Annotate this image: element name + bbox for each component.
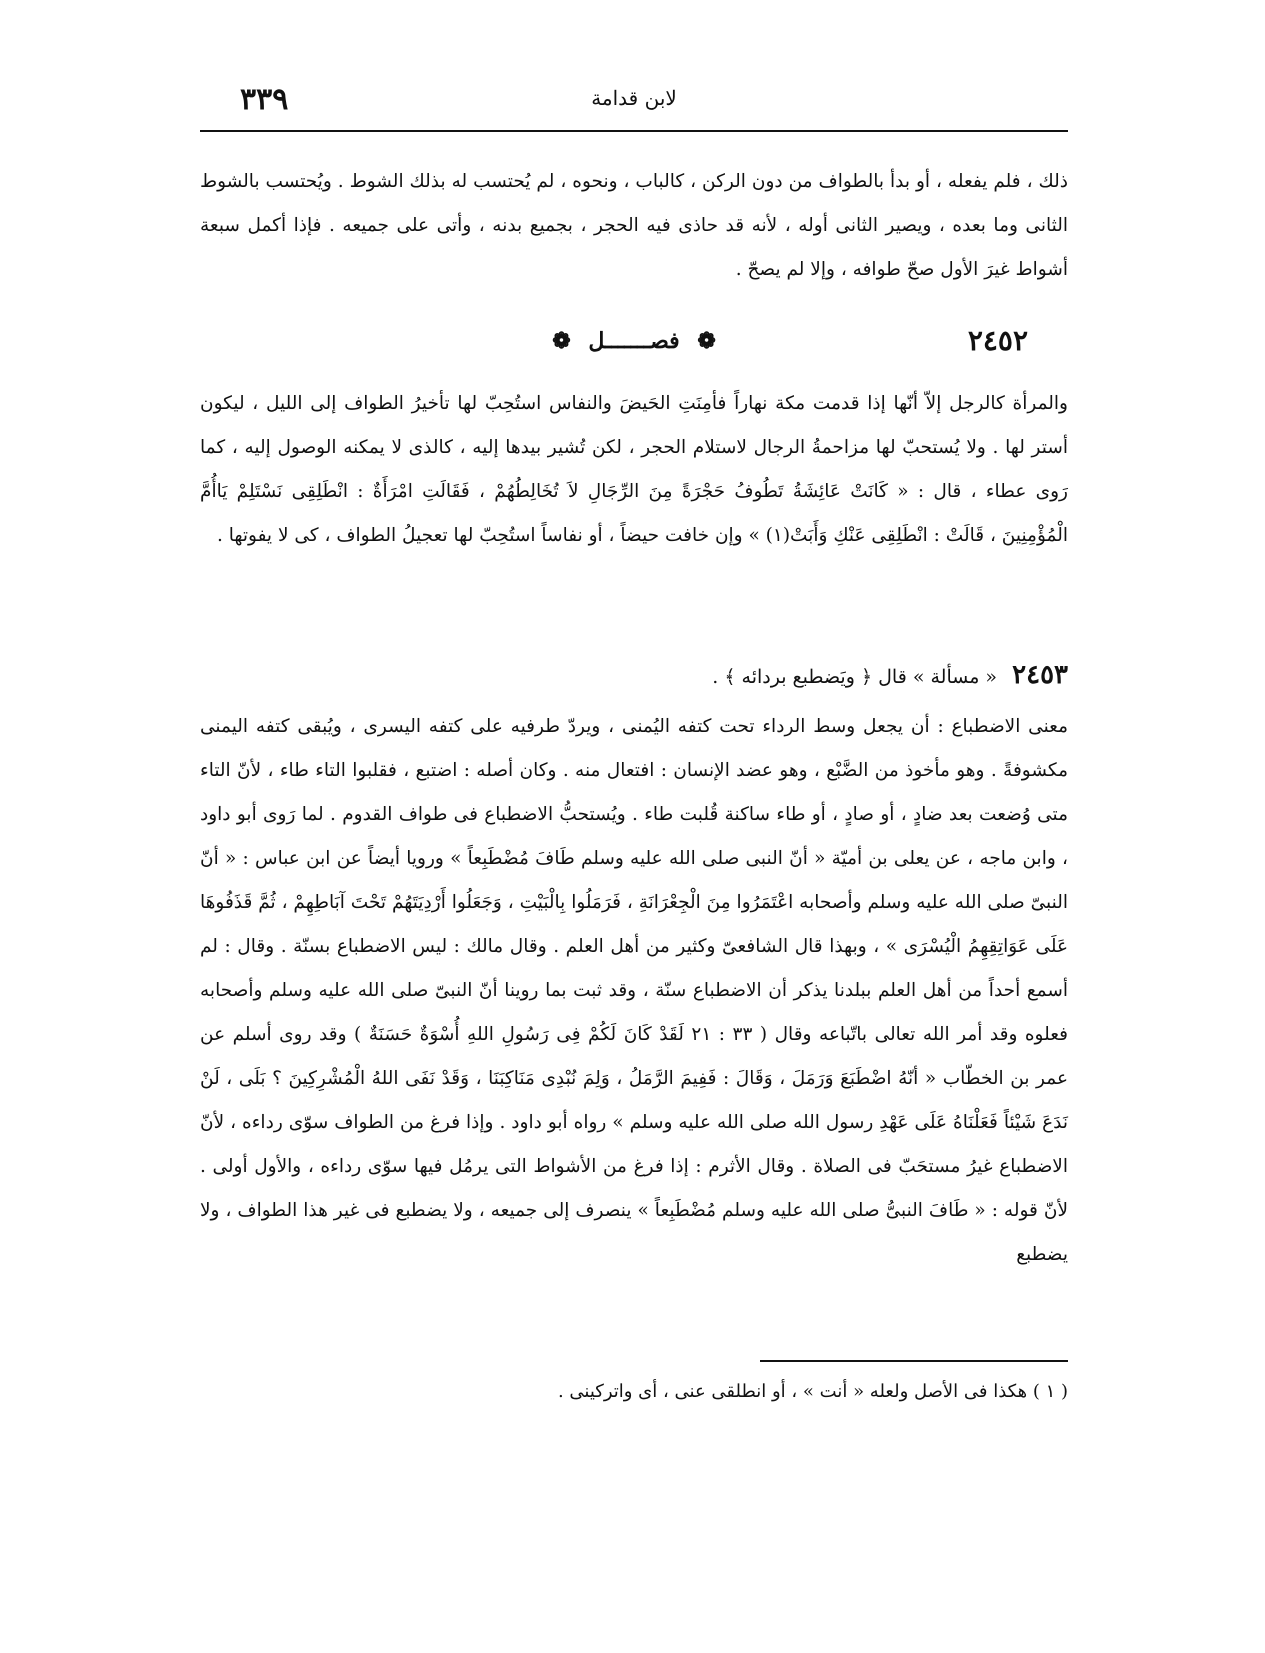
paragraph: والمرأة كالرجل إلاّ أنّها إذا قدمت مكة نهاراً فأمِنَتِ الحَيضَ والنفاس استُحِبّ لها تأخيرُ الطواف إلى الليل ، ليكون أستر لها . ولا يُستحبّ لها مزاحمةُ الرجال لاستلام الحجر ، لكن تُشير بيدها إليه ، كالذى لا يمكنه الوصول إليه ، كما رَوى عطاء ، قال : « كَانَتْ عَائِشَةُ تَطُوفُ حَجْرَةً مِنَ الرِّجَالِ لاَ تُخَالِطُهُمْ ، فَقَالَتِ امْرَأَةٌ : انْطَلِقِى نَسْتَلِمْ يَاأُمَّ الْمُؤْمِنِينَ ، قَالَتْ : انْطَلِقِى عَنْكِ وَأَبَتْ(١) » وإن خافت حيضاً ، أو نفاساً استُحِبّ لها تعجيلُ الطواف ، كى لا يفوتها . — [200, 393, 1068, 546]
footnote-rule — [760, 1360, 1068, 1362]
text-block-bottom — [200, 705, 1068, 1277]
ornament-icon: ❁ — [552, 328, 571, 354]
section-number: ٢٤٥٢ — [967, 324, 1028, 357]
section-title: فصـــــــل — [588, 328, 680, 354]
section-heading — [200, 322, 1068, 372]
paragraph: معنى الاضطباع : أن يجعل وسط الرداء تحت كتفه اليُمنى ، ويردّ طرفيه على كتفه اليسرى ، ويُبقى كتفه اليمنى مكشوفةً . وهو مأخوذ من الضَّبْع ، وهو عضد الإنسان : افتعال منه . وكان أصله : اضتبع ، فقلبوا التاء طاء ، لأنّ التاء متى وُضعت بعد ضادٍ ، أو صادٍ ، أو طاء ساكنة قُلبت طاء . ويُستحبُّ الاضطباع فى طواف القدوم . لما رَوى أبو داود ، وابن ماجه ، عن يعلى بن أميّة « أنّ النبى صلى الله عليه وسلم طَافَ مُضْطَبِعاً » ورويا أيضاً عن ابن عباس : « أنّ النبىّ صلى الله عليه وسلم وأصحابه اعْتَمَرُوا مِنَ الْجِعْرَانَةِ ، فَرَمَلُوا بِالْبَيْتِ ، وَجَعَلُوا أَرْدِيَتَهُمْ تَحْتَ آبَاطِهِمْ ، ثُمَّ قَذَفُوهَا عَلَى عَوَاتِقِهِمُ الْيُسْرَى » ، وبهذا قال الشافعىّ وكثير من أهل العلم . وقال مالك : ليس الاضطباع بسنّة . وقال : لم أسمع أحداً من أهل العلم ببلدنا يذكر أن الاضطباع سنّة ، وقد ثبت بما روينا أنّ النبىّ صلى الله عليه وسلم وأصحابه فعلوه وقد أمر الله تعالى باتّباعه وقال ( ٣٣ : ٢١ لَقَدْ كَانَ لَكُمْ فِى رَسُولِ اللهِ أُسْوَةٌ حَسَنَةٌ ) وقد روى أسلم عن عمر بن الخطّاب « أنّهُ اضْطَبَعَ وَرَمَلَ ، وَقَالَ : فَفِيمَ الرَّمَلُ ، وَلِمَ نُبْدِى مَنَاكِبَنَا ، وَقَدْ نَفَى اللهُ الْمُشْرِكِينَ ؟ بَلَى ، لَنْ نَدَعَ شَيْئاً فَعَلْنَاهُ عَلَى عَهْدِ رسول الله صلى الله عليه وسلم » رواه أبو داود . وإذا فرغ من الطواف سوّى رداءه ، لأنّ الاضطباع غيرُ مستحَبّ فى الصلاة . وقال الأثرم : إذا فرغ من الأشواط التى يرمُل فيها سوّى رداءه ، والأول أولى . لأنّ قوله : « طَافَ النبىُّ صلى الله عليه وسلم مُضْطَبِعاً » ينصرف إلى جميعه ، ولا يضطبع فى غير هذا الطواف ، ولا يضطبع — [200, 716, 1069, 1265]
running-title: لابن قدامة — [591, 86, 677, 110]
page-number: ٣٣٩ — [240, 82, 289, 117]
text-block-middle — [200, 382, 1068, 558]
paragraph: ذلك ، فلم يفعله ، أو بدأ بالطواف من دون الركن ، كالباب ، ونحوه ، لم يُحتسب له بذلك الشوط . ويُحتسب بالشوط الثانى وما بعده ، ويصير الثانى أوله ، لأنه قد حاذى فيه الحجر ، بجميع بدنه ، وأتى على جميعه . فإذا أكمل سبعة أشواط غيرَ الأول صحّ طوافه ، وإلا لم يصحّ . — [200, 171, 1069, 280]
ornament-icon: ❁ — [697, 328, 716, 354]
masala-number: ٢٤٥٣ — [1012, 660, 1068, 690]
section-title-row — [200, 328, 1068, 354]
text-block-top — [200, 160, 1068, 292]
page-header — [200, 78, 1068, 128]
masala-heading — [200, 660, 1068, 704]
header-rule — [200, 130, 1068, 132]
footnote: ( ١ ) هكذا فى الأصل ولعله « أنت » ، أو انطلقى عنى ، أى واتركينى . — [557, 1381, 1068, 1402]
masala-text: « مسألة » قال ﴿ ويَضطبع بردائه ﴾ . — [712, 666, 998, 688]
